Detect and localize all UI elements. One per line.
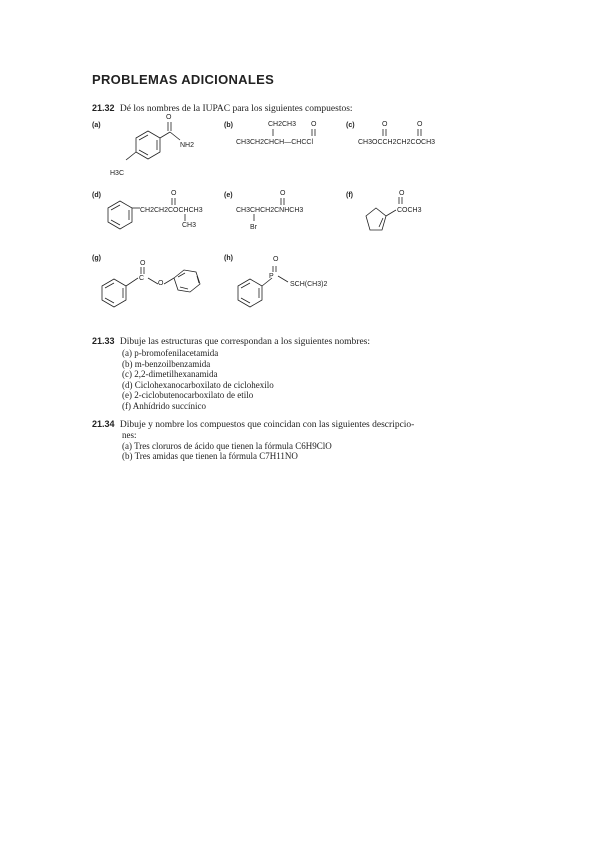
problem-text: Dibuje las estructuras que correspondan a los siguientes nombres: <box>119 337 371 347</box>
structure-label-f: (f) <box>346 192 353 199</box>
structure-label-g: (g) <box>92 255 101 262</box>
problem-text-continuation: nes: <box>122 430 137 440</box>
structure-label-c: (c) <box>346 122 355 129</box>
h-thio-group: SCH(CH3)2 <box>290 281 328 288</box>
e-main-chain: CH3CHCH2CNHCH3 <box>236 207 304 214</box>
section-heading: PROBLEMAS ADICIONALES <box>92 72 275 87</box>
list-item: (b) m-benzoilbenzamida <box>122 358 211 369</box>
structure-label-e: (e) <box>224 192 233 199</box>
d-main-chain: CH2CH2COCHCH3 <box>140 207 203 214</box>
h-phosphorus: P <box>269 273 274 280</box>
problem-text: Dé los nombres de la IUPAC para los siguientes compuestos: <box>119 104 353 114</box>
structure-label-h: (h) <box>224 255 233 262</box>
structure-label-a: (a) <box>92 122 101 129</box>
list-item: (c) 2,2-dimetilhexanamida <box>122 369 218 380</box>
problem-21-33-items <box>122 348 274 412</box>
problem-number: 21.33 <box>92 336 115 346</box>
e-oxygen: O <box>280 190 286 197</box>
b-oxygen: O <box>311 121 317 128</box>
problem-number: 21.32 <box>92 103 115 113</box>
g-carbonyl-oxygen: O <box>140 260 146 267</box>
list-item: (a) Tres cloruros de ácido que tienen la fórmula C6H9ClO <box>122 440 332 451</box>
c-oxygen-2: O <box>417 121 423 128</box>
g-ester-oxygen: O <box>158 280 164 287</box>
h-oxygen: O <box>273 256 279 263</box>
a-h3c: H3C <box>110 170 125 177</box>
structure-label-d: (d) <box>92 192 101 199</box>
problem-text: Dibuje y nombre los compuestos que coincidan con las siguientes descripcio- <box>119 420 415 430</box>
d-oxygen: O <box>171 190 177 197</box>
problem-21-32 <box>92 103 353 115</box>
e-bromo: Br <box>250 224 257 231</box>
g-carbon: C <box>139 275 145 282</box>
problem-21-33 <box>92 336 370 348</box>
list-item: (b) Tres amidas que tienen la fórmula C7H11NO <box>122 451 298 462</box>
f-ester-group: COCH3 <box>397 207 422 214</box>
structure-label-b: (b) <box>224 122 233 129</box>
list-item: (d) Ciclohexanocarboxilato de ciclohexilo <box>122 379 274 390</box>
c-oxygen-1: O <box>382 121 388 128</box>
b-top-substituent: CH2CH3 <box>268 121 297 128</box>
c-main-chain: CH3OCCH2CH2COCH3 <box>358 139 436 146</box>
d-benzene-ring <box>100 194 150 238</box>
problem-21-34-items <box>122 430 332 462</box>
a-nh2: NH2 <box>180 142 195 149</box>
list-item: (e) 2-ciclobutenocarboxilato de etilo <box>122 390 254 401</box>
a-oxygen: O <box>166 114 172 121</box>
list-item: (f) Anhídrido succínico <box>122 400 206 411</box>
f-oxygen: O <box>399 190 405 197</box>
list-item: (a) p-bromofenilacetamida <box>122 348 219 358</box>
b-main-chain: CH3CH2CHCH—CHCCl <box>236 139 314 146</box>
problem-number: 21.34 <box>92 419 115 429</box>
d-methyl: CH3 <box>182 222 197 229</box>
f-cyclopentene-ring <box>356 196 416 242</box>
